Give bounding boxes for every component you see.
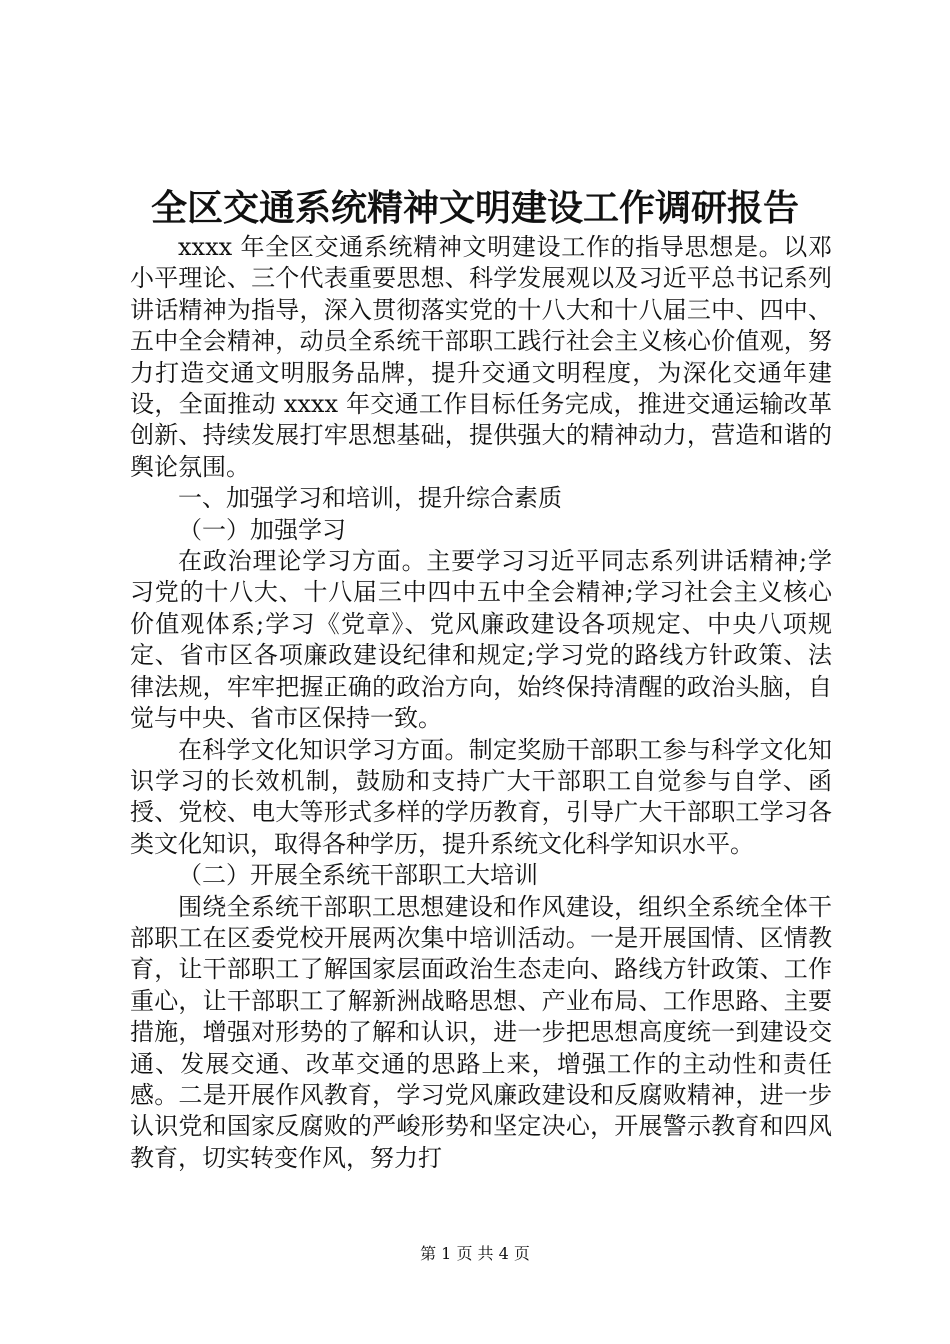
subsection-heading-2: （二）开展全系统干部职工大培训 xyxy=(178,861,538,890)
page-footer: 第 1 页 共 4 页 xyxy=(420,1244,530,1263)
document-title: 全区交通系统精神文明建设工作调研报告 xyxy=(150,187,799,229)
paragraph-science-study: 在科学文化知识学习方面。制定奖励干部职工参与科学文化知识学习的长效机制，鼓励和支持广大干部职工自觉参与自学、函授、党校、电大等形式多样的学历教育，引导广大干部职工学习各类文化知识，取得各种学历，提升系统文化科学知识水平。 xyxy=(130,735,832,858)
subsection-heading-1: （一）加强学习 xyxy=(178,515,346,544)
paragraph-political-study: 在政治理论学习方面。主要学习习近平同志系列讲话精神;学习党的十八大、十八届三中四中五中全会精神;学习社会主义核心价值观体系;学习《党章》、党风廉政建设各项规定、中央八项规定、省市区各项廉政建设纪律和规定;学习党的路线方针政策、法律法规，牢牢把握正确的政治方向，始终保持清醒的政治头脑，自觉与中央、省市区保持一致。 xyxy=(130,547,832,733)
paragraph-training: 围绕全系统干部职工思想建设和作风建设，组织全系统全体干部职工在区委党校开展两次集中培训活动。一是开展国情、区情教育，让干部职工了解国家层面政治生态走向、路线方针政策、工作重心，让干部职工了解新洲战略思想、产业布局、工作思路、主要措施，增强对形势的了解和认识，进一步把思想高度统一到建设交通、发展交通、改革交通的思路上来，增强工作的主动性和责任感。二是开展作风教育，学习党风廉政建设和反腐败精神，进一步认识党和国家反腐败的严峻形势和坚定决心，开展警示教育和四风教育，切实转变作风，努力打 xyxy=(130,892,832,1172)
section-heading-1: 一、加强学习和培训，提升综合素质 xyxy=(178,484,562,513)
paragraph-guiding-ideology: xxxx 年全区交通系统精神文明建设工作的指导思想是。以邓小平理论、三个代表重要思想、科学发展观以及习近平总书记系列讲话精神为指导，深入贯彻落实党的十八大和十八届三中、四中、五中全会精神，动员全系统干部职工践行社会主义核心价值观，努力打造交通文明服务品牌，提升交通文明程度，为深化交通年建设，全面推动 xxxx 年交通工作目标任务完成，推进交通运输改革创新、持续发展打牢思想基础，提供强大的精神动力，营造和谐的舆论氛围。 xyxy=(130,233,832,481)
document-body xyxy=(130,232,832,1174)
